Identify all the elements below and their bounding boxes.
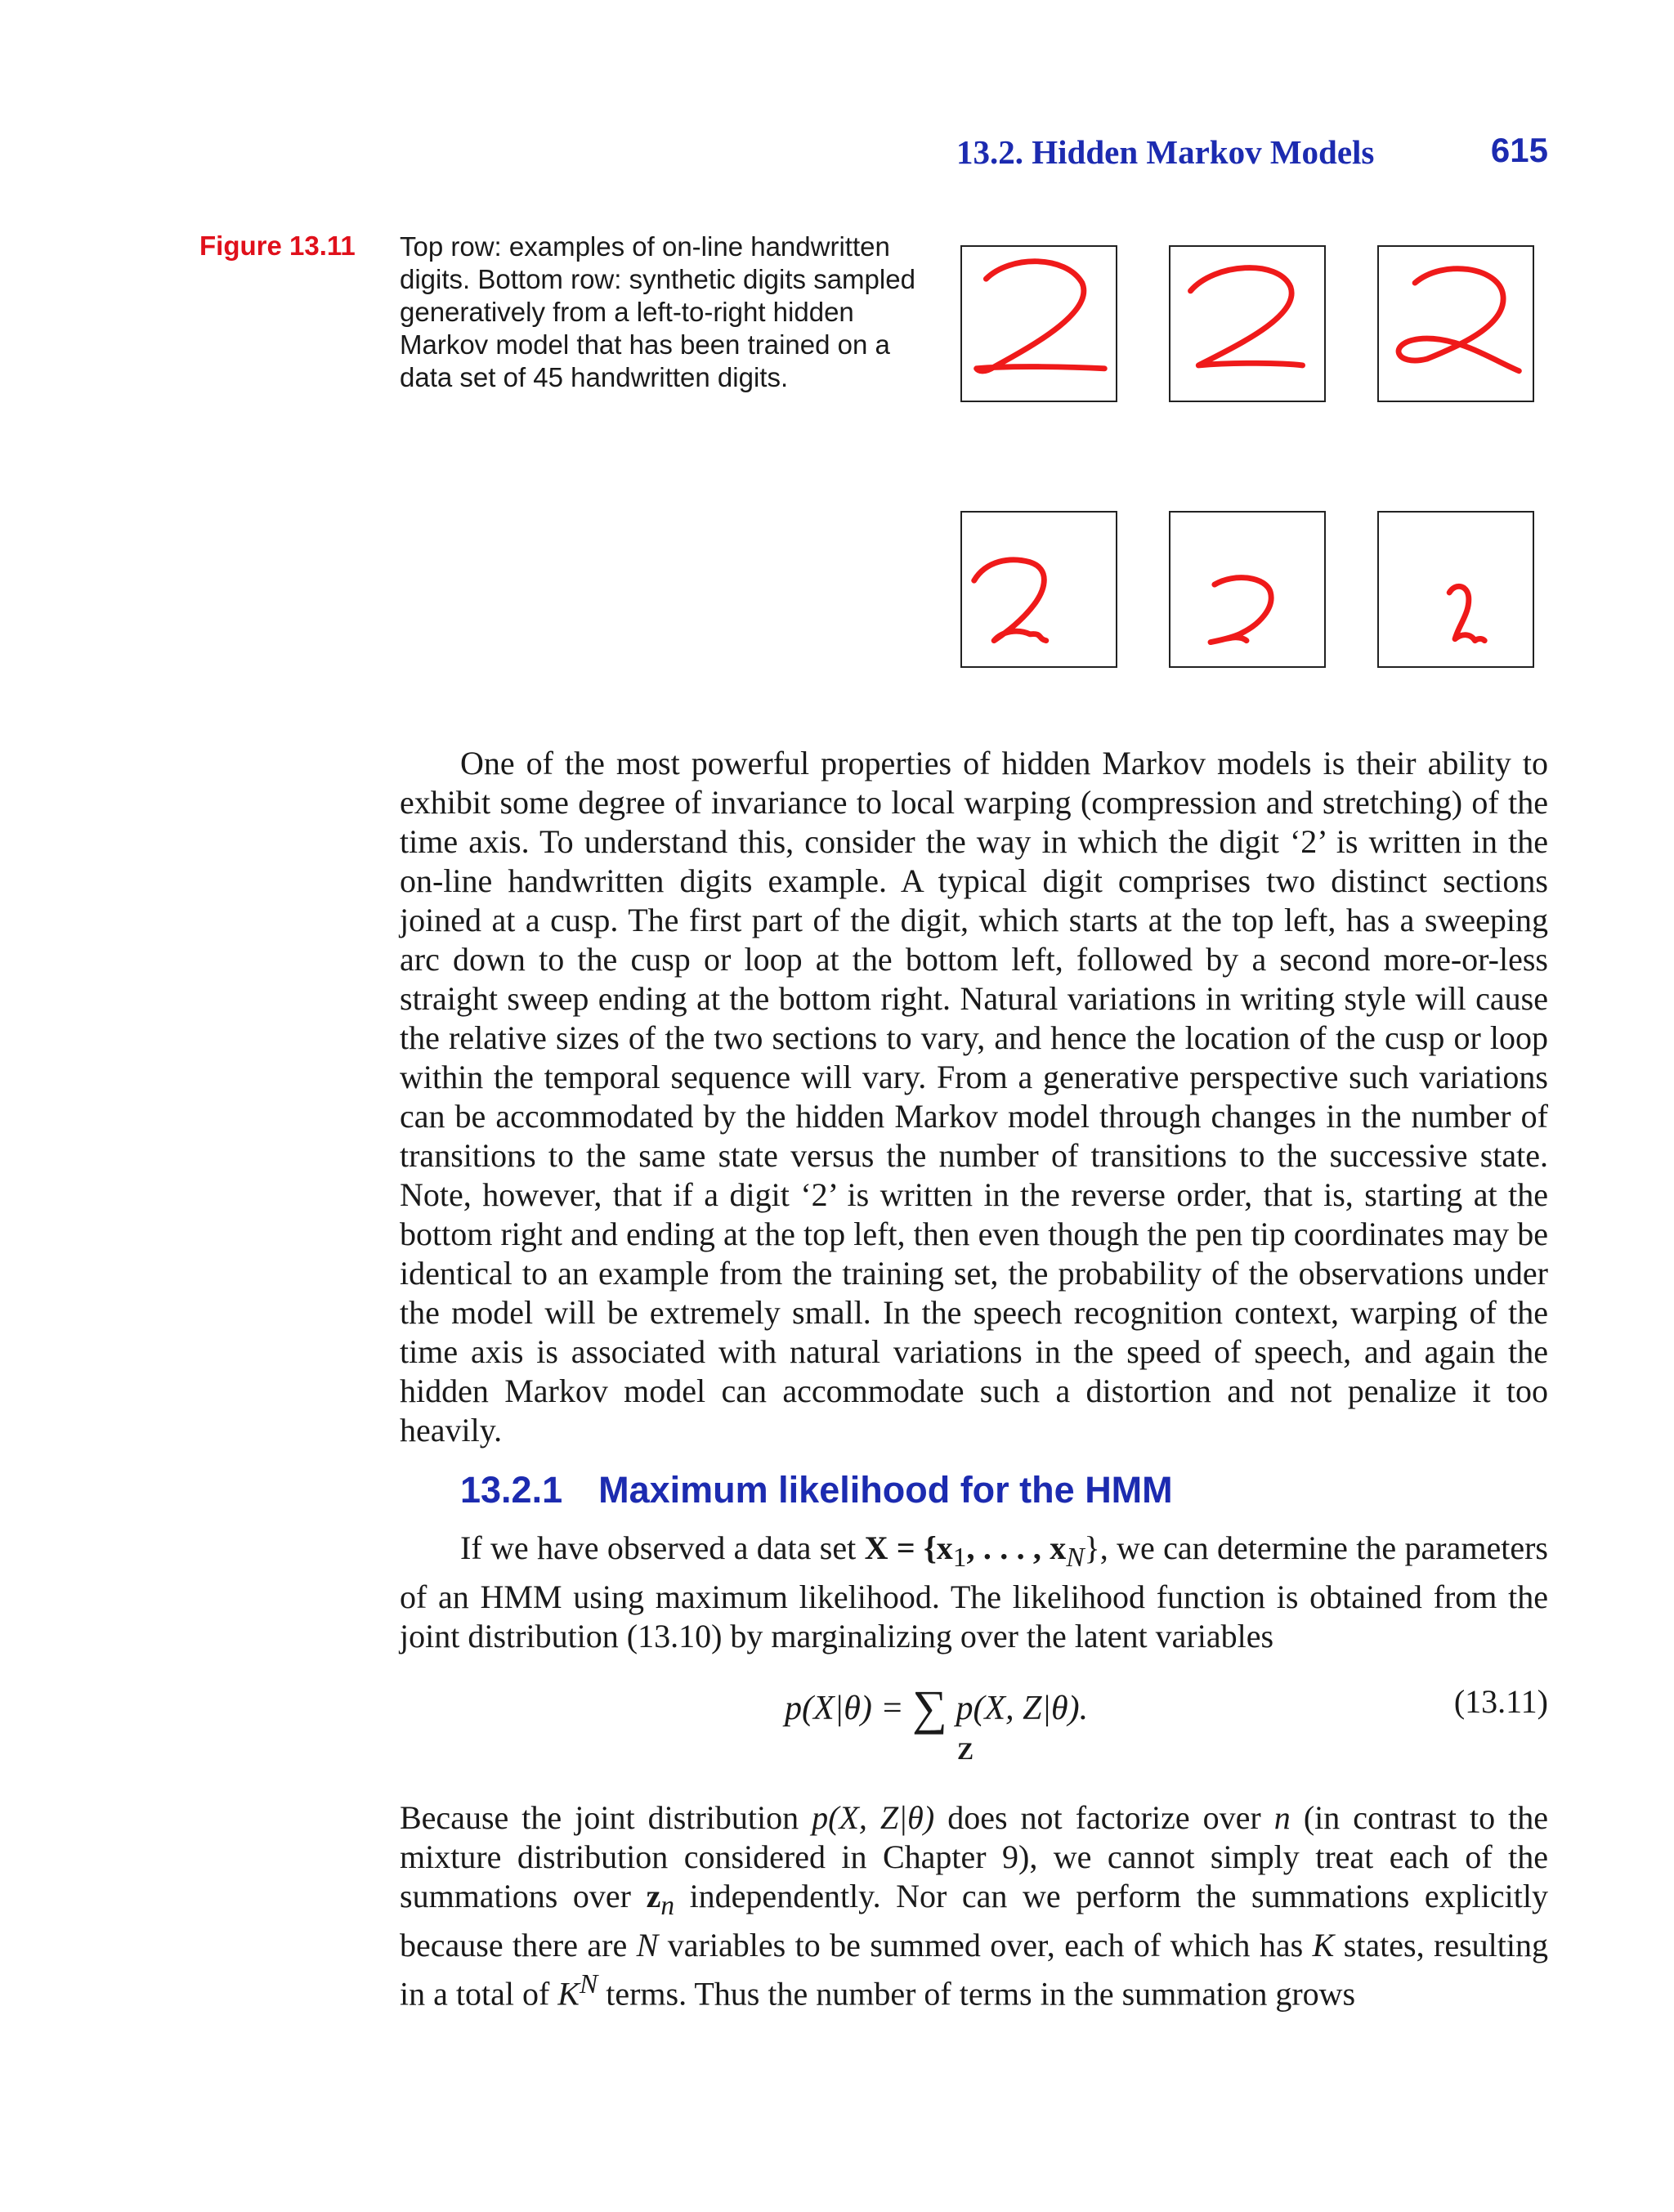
handwritten-digit-2-drawing: [962, 247, 1116, 401]
digit-sample-3: [1377, 511, 1534, 668]
body-paragraph-3: [400, 1798, 1548, 2013]
math-inline: K: [1312, 1927, 1335, 1963]
digit-sample-2: [1169, 511, 1326, 668]
text-run: terms. Thus the number of terms in the summation grows: [598, 1975, 1356, 2013]
digit-example-3: [1377, 245, 1534, 402]
section-title: Maximum likelihood for the HMM: [598, 1469, 1173, 1511]
digit-sample-1: [960, 511, 1117, 668]
math-inline: N: [636, 1927, 659, 1963]
math-inline: K: [557, 1975, 580, 2013]
math-set-expression: }: [1084, 1529, 1100, 1566]
body-paragraph-2: [400, 1529, 1548, 1656]
digit-example-2: [1169, 245, 1326, 402]
sum-symbol: ∑: [912, 1681, 947, 1735]
equation-13-11: [785, 1680, 1088, 1736]
sum-subscript: Z: [957, 1738, 974, 1765]
synthetic-digit-2-drawing: [1170, 513, 1324, 666]
figure-label: Figure 13.11: [199, 231, 356, 261]
math-inline: z: [646, 1878, 661, 1914]
text-run: does not factorize over: [934, 1799, 1274, 1836]
running-header-title: 13.2. Hidden Markov Models: [956, 133, 1375, 171]
math-inline: n: [1273, 1799, 1291, 1836]
text-run: , we can determine the parameters of an HMM using maximum likelihood. The likelihood function is obtained from the joint distribution (13.10) by marginalizing over the latent variables: [400, 1529, 1548, 1655]
text-run: independently. Nor can we perform the summations explicitly because there are: [400, 1878, 1549, 1963]
page-number: 615: [1490, 131, 1548, 169]
synthetic-digit-2-drawing: [1379, 513, 1533, 666]
math-subscript: n: [660, 1891, 674, 1921]
equation-lhs: p(X|θ) =: [785, 1690, 904, 1727]
math-subscript: N: [1066, 1543, 1085, 1573]
text-run: states, resulting in a total of: [400, 1927, 1548, 2013]
handwritten-digit-2-drawing: [1170, 247, 1324, 401]
text-run: variables to be summed over, each of which has: [658, 1927, 1313, 1963]
math-superscript: N: [579, 1969, 598, 1999]
figure-caption: Top row: examples of on-line handwritten digits. Bottom row: synthetic digits sampled generatively from a left-to-right hidden Markov model that has been trained on a data set of 45 handwritten digits.: [400, 231, 915, 392]
synthetic-digit-2-drawing: [962, 513, 1116, 666]
equation-rhs: p(X, Z|θ).: [956, 1690, 1089, 1727]
math-set-expression: , . . . , x: [966, 1529, 1067, 1566]
math-inline: p(X, Z|θ): [812, 1799, 935, 1836]
text-run: (in contrast to the mixture distribution considered in Chapter 9), we cannot simply treat each of the summations over: [400, 1799, 1549, 1914]
math-subscript: 1: [952, 1543, 967, 1573]
text-run: If we have observed a data set: [460, 1529, 865, 1566]
text-run: Because the joint distribution: [400, 1799, 812, 1836]
digit-example-1: [960, 245, 1117, 402]
handwritten-digit-2-drawing: [1379, 247, 1533, 401]
math-set-expression: X = {x: [864, 1529, 953, 1566]
body-paragraph-1: One of the most powerful properties of hidden Markov models is their ability to exhibit some degree of invariance to local warping (compression and stretching) of the time axis. To understand this, consider the way in which the digit ‘2’ is written in the on-line handwritten digits example. A typical digit comprises two distinct sections joined at a cusp. The first part of the digit, which starts at the top left, has a sweeping arc down to the cusp or loop at the bottom left, followed by a second more-or-less straight sweep ending at the bottom right. Natural variations in writing style will cause the relative sizes of the two sections to vary, and hence the location of the cusp or loop within the temporal sequence will vary. From a generative perspective such variations can be accommodated by the hidden Markov model through changes in the number of transitions to the same state versus the number of transitions to the successive state. Note, however, that if a digit ‘2’ is written in the reverse order, that is, starting at the bottom right and ending at the top left, then even though the pen tip coordinates may be identical to an example from the training set, the probability of the observations under the model will be extremely small. In the speech recognition context, warping of the time axis is associated with natural variations in the speed of speech, and again the hidden Markov model can accommodate such a distortion and not penalize it too heavily.: [400, 745, 1548, 1449]
equation-number: (13.11): [1453, 1683, 1548, 1720]
section-heading: [460, 1469, 1173, 1511]
section-number: 13.2.1: [460, 1469, 563, 1511]
